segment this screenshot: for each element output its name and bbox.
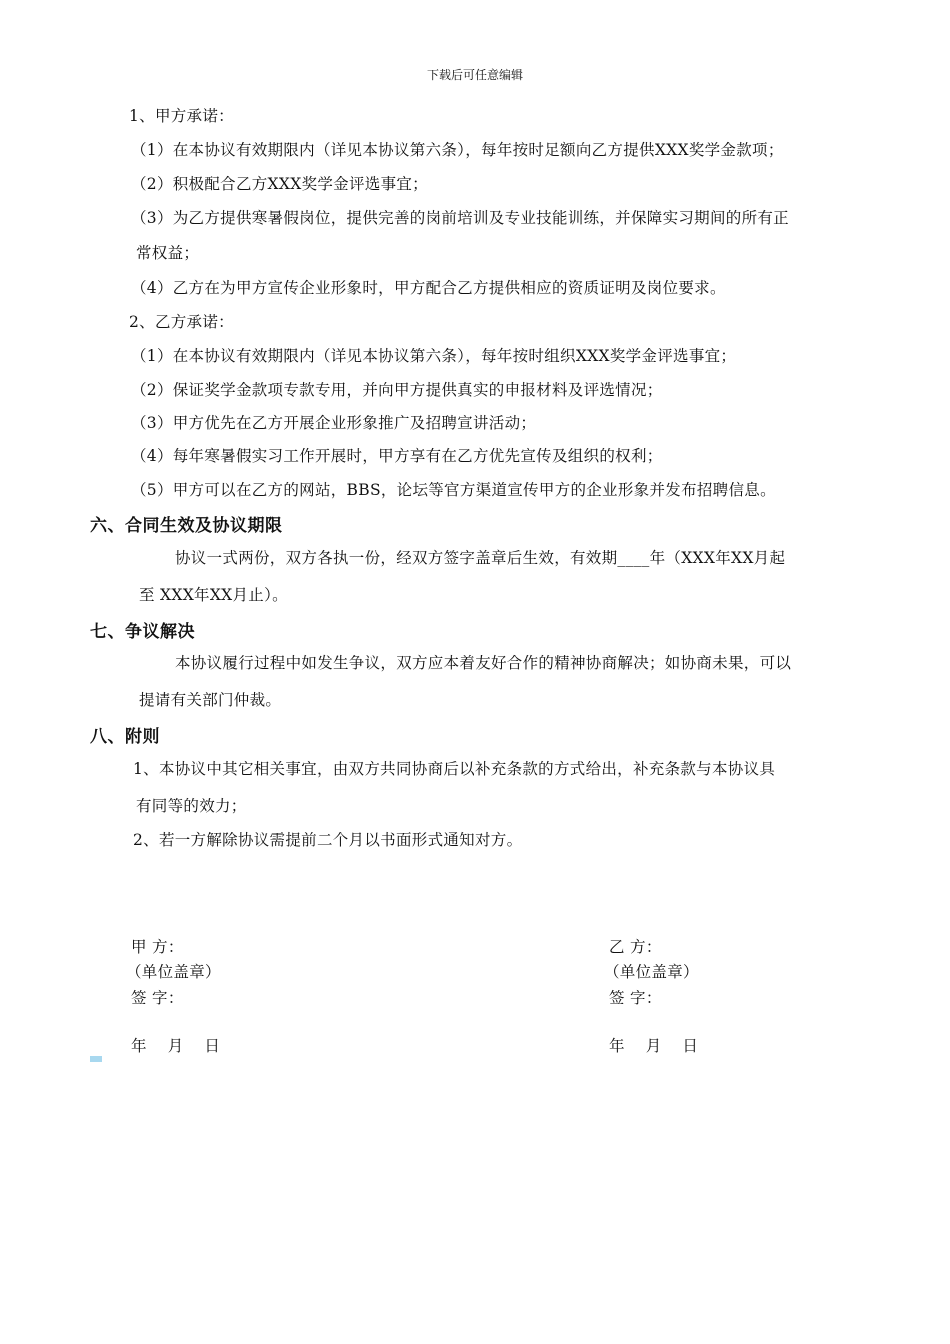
section-6-line-2: 至 XXX年XX月止）。 [139,586,288,604]
section-6-title: 六、合同生效及协议期限 [90,516,283,536]
party-b-item-2: （2）保证奖学金款项专款专用，并向甲方提供真实的申报材料及评选情况； [131,381,663,399]
section-8-title: 八、附则 [90,727,160,747]
party-a-item-3-cont: 常权益； [136,244,200,262]
party-a-item-2: （2）积极配合乙方XXX奖学金评选事宜； [131,175,428,193]
party-b-item-5: （5）甲方可以在乙方的网站，BBS，论坛等官方渠道宣传甲方的企业形象并发布招聘信息。 [131,481,776,499]
party-a-sign: 签 字： [131,989,184,1007]
party-a-seal: （单位盖章） [126,963,221,981]
party-b-promise-title: 2、乙方承诺： [129,313,234,331]
section-8-line-2: 有同等的效力； [136,797,247,815]
party-b-item-3: （3）甲方优先在乙方开展企业形象推广及招聘宣讲活动； [131,414,537,432]
section-6-line-1: 协议一式两份，双方各执一份，经双方签字盖章后生效，有效期____年（XXX年XX月起 [175,549,786,567]
page-header: 下载后可任意编辑 [426,68,523,82]
party-a-date: 年 月 日 [131,1037,221,1055]
party-b-date: 年 月 日 [609,1037,699,1055]
party-a-label: 甲 方： [131,938,184,956]
section-7-line-2: 提请有关部门仲裁。 [139,691,282,709]
party-a-item-3: （3）为乙方提供寒暑假岗位，提供完善的岗前培训及专业技能训练，并保障实习期间的所有正 [131,209,789,227]
section-8-line-3: 2、若一方解除协议需提前二个月以书面形式通知对方。 [133,831,523,849]
party-b-sign: 签 字： [609,989,662,1007]
party-a-item-4: （4）乙方在为甲方宣传企业形象时，甲方配合乙方提供相应的资质证明及岗位要求。 [131,279,726,297]
party-b-item-4: （4）每年寒暑假实习工作开展时，甲方享有在乙方优先宣传及组织的权利； [131,447,663,465]
party-b-item-1: （1）在本协议有效期限内（详见本协议第六条），每年按时组织XXX奖学金评选事宜； [131,347,737,365]
party-b-seal: （单位盖章） [604,963,699,981]
section-7-line-1: 本协议履行过程中如发生争议，双方应本着友好合作的精神协商解决；如协商未果，可以 [175,654,792,672]
section-8-line-1: 1、本协议中其它相关事宜，由双方共同协商后以补充条款的方式给出，补充条款与本协议具 [133,760,776,778]
party-a-promise-title: 1、甲方承诺： [129,107,234,125]
party-a-item-1: （1）在本协议有效期限内（详见本协议第六条），每年按时足额向乙方提供XXX奖学金款项； [131,141,784,159]
party-b-label: 乙 方： [609,938,662,956]
text-marker [90,1056,102,1062]
section-7-title: 七、争议解决 [90,622,195,642]
